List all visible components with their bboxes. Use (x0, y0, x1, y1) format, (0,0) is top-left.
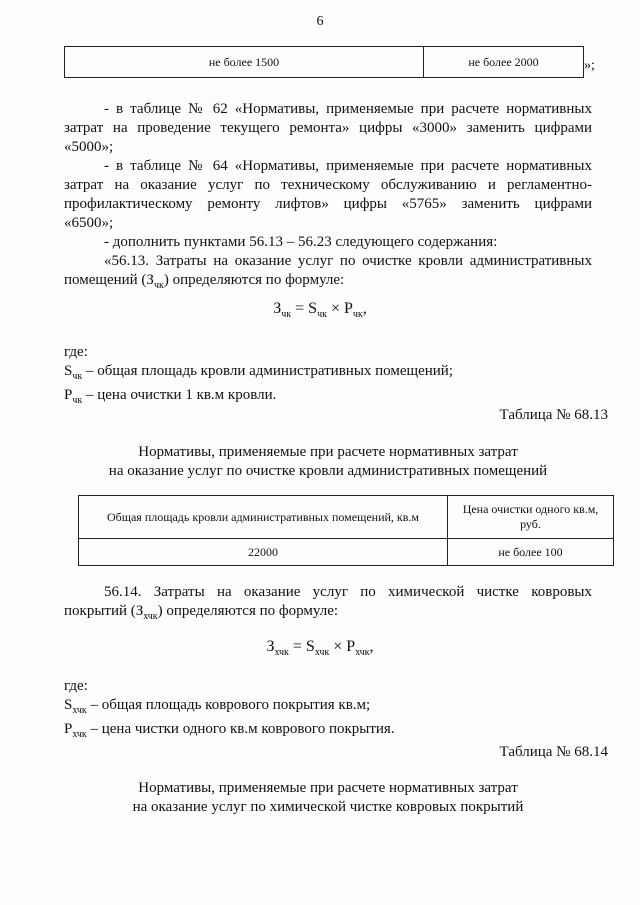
table-header-cell: Общая площадь кровли административных помещений, кв.м (79, 496, 448, 539)
text-line: $P_{чк}$ – цена очистки 1 кв.м кровли. (64, 387, 277, 406)
text-line: на оказание услуг по химической чистке ковровых покрытий (132, 799, 524, 815)
text-line: Нормативы, применяемые при расчете нормативных затрат (138, 780, 518, 796)
table-cell: 22000 (79, 539, 448, 566)
table-header-cell: Цена очистки одного кв.м, руб. (448, 496, 614, 539)
table-cell: не более 100 (448, 539, 614, 566)
text-line: затрат на оказание услуг по техническому обслуживанию и регламентно- (64, 177, 592, 193)
text-line: где: (64, 678, 88, 694)
text-line: $P_{хчк}$ – цена чистки одного кв.м коврового покрытия. (64, 721, 395, 740)
table-title-68-14 (64, 779, 592, 817)
text-line: на оказание услуг по очистке кровли административных помещений (108, 463, 548, 479)
text-line: $S_{хчк}$ – общая площадь коврового покрытия кв.м; (64, 697, 371, 716)
paragraph-56-13 (64, 252, 592, 295)
table-cell: не более 1500 (65, 47, 424, 78)
table-cell: не более 2000 (424, 47, 584, 78)
text-line: 56.14. Затраты на оказание услуг по химической чистке ковровых (104, 584, 592, 600)
table-title-68-13 (64, 443, 592, 481)
closing-quote: »; (584, 58, 595, 73)
text-line: профилактическому ремонту лифтов» цифры «5765» заменить цифрами (64, 196, 592, 212)
text-line: затрат на проведение текущего ремонта» цифры «3000» заменить цифрами (64, 120, 592, 136)
text-line: «5000»; (64, 139, 114, 155)
page-number: 6 (316, 14, 324, 29)
paragraph-table-62 (64, 100, 592, 157)
text-line: «56.13. Затраты на оказание услуг по очистке кровли административных (104, 253, 592, 269)
table-label-68-14: Таблица № 68.14 (499, 744, 608, 760)
formula-carpet-cleaning: $З_{хчк} = S_{хчк} \times P_{хчк}$, (266, 638, 374, 659)
table-label-68-13: Таблица № 68.13 (499, 407, 608, 423)
text-line: $S_{чк}$ – общая площадь кровли административных помещений; (64, 363, 454, 382)
text-line: покрытий $(З_{хчк})$ определяются по формуле: (64, 603, 339, 622)
continuation-table (64, 46, 584, 78)
text-line: где: (64, 344, 88, 360)
text-line: Нормативы, применяемые при расчете нормативных затрат (138, 444, 518, 460)
text-line: - дополнить пунктами 56.13 – 56.23 следующего содержания: (104, 234, 498, 250)
text-line: помещений $(З_{чк})$ определяются по формуле: (64, 272, 345, 291)
formula-roof-cleaning: $З_{чк} = S_{чк} \times P_{чк}$, (273, 300, 367, 321)
text-line: «6500»; (64, 215, 114, 231)
paragraph-56-14 (64, 583, 592, 626)
text-line: - в таблице № 62 «Нормативы, применяемые при расчете нормативных (104, 101, 592, 117)
formula-legend-2 (64, 677, 592, 744)
formula-legend-1 (64, 343, 592, 410)
text-line: - в таблице № 64 «Нормативы, применяемые при расчете нормативных (104, 158, 592, 174)
table-68-13 (78, 495, 614, 566)
paragraph-table-64 (64, 157, 592, 233)
paragraph-add-items (64, 233, 592, 252)
